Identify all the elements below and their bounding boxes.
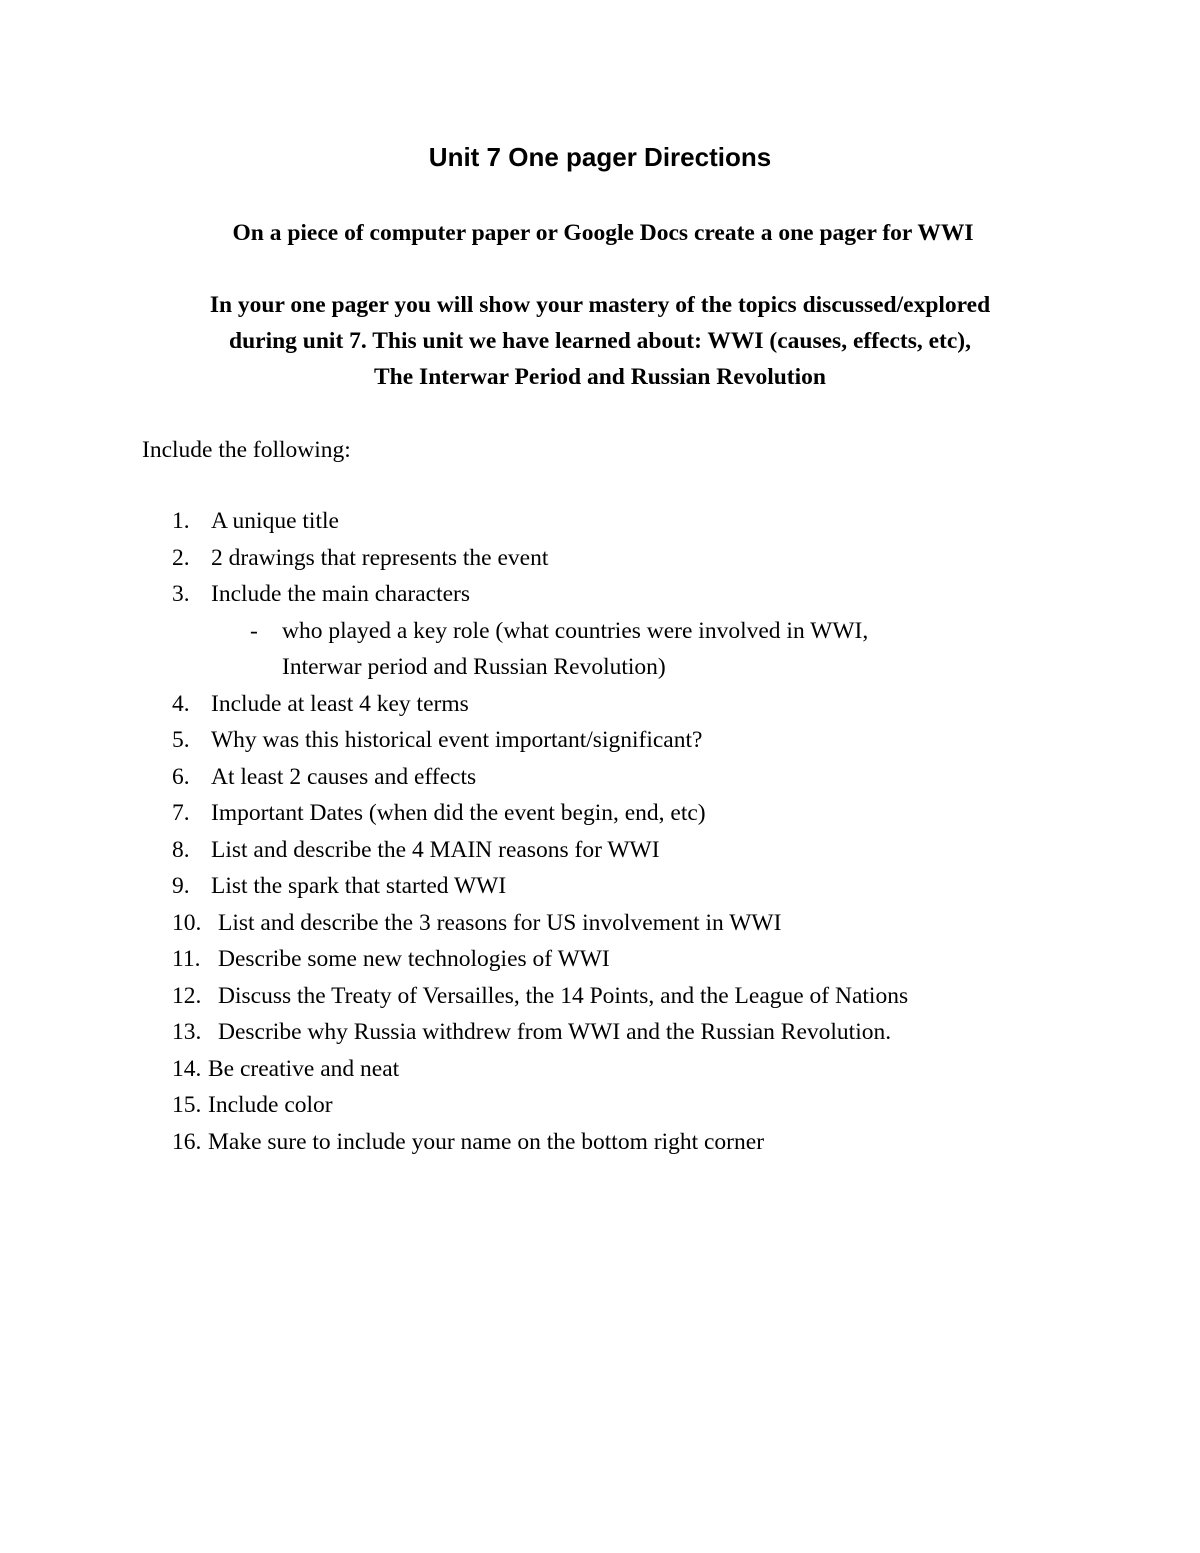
list-item-text: Include at least 4 key terms bbox=[211, 690, 469, 717]
intro-line: The Interwar Period and Russian Revolution bbox=[374, 364, 826, 390]
list-item-number: 12. bbox=[172, 982, 202, 1009]
intro-line: In your one pager you will show your mastery of the topics discussed/explored bbox=[209, 292, 991, 318]
list-item bbox=[0, 688, 1200, 725]
list-item bbox=[0, 542, 1200, 579]
sub-list-item-continued bbox=[0, 651, 1200, 688]
list-item bbox=[0, 1053, 1200, 1090]
list-item-text: Important Dates (when did the event begin, end, etc) bbox=[211, 800, 706, 826]
list-item-text: Describe some new technologies of WWI bbox=[218, 946, 610, 972]
list-item bbox=[0, 724, 1200, 761]
intro-line: during unit 7. This unit we have learned about: WWI (causes, effects, etc), bbox=[229, 328, 971, 354]
list-item-number: 14. bbox=[172, 1055, 202, 1082]
sub-list-item bbox=[0, 615, 1200, 652]
list-item bbox=[0, 870, 1200, 907]
sub-item-text: who played a key role (what countries were involved in WWI, bbox=[282, 617, 869, 644]
list-item bbox=[0, 505, 1200, 542]
list-item-number: 13. bbox=[172, 1019, 202, 1045]
list-item bbox=[0, 1126, 1200, 1163]
intro-paragraph bbox=[0, 287, 1200, 395]
list-item-number: 7. bbox=[172, 800, 190, 826]
sub-item-dash: - bbox=[250, 617, 258, 644]
list-item bbox=[0, 797, 1200, 834]
list-item-number: 8. bbox=[172, 836, 190, 863]
list-item-text: Why was this historical event important/significant? bbox=[211, 727, 703, 753]
sub-item-text: Interwar period and Russian Revolution) bbox=[282, 654, 666, 680]
list-item-text: Include the main characters bbox=[211, 581, 471, 607]
requirements-list bbox=[0, 505, 1200, 1162]
list-item-text: A unique title bbox=[211, 508, 339, 534]
list-item-number: 15. bbox=[172, 1092, 202, 1118]
list-item-number: 11. bbox=[172, 946, 201, 972]
list-item bbox=[0, 578, 1200, 615]
list-item-number: 9. bbox=[172, 873, 190, 899]
include-label: Include the following: bbox=[142, 437, 351, 463]
list-item-number: 10. bbox=[172, 909, 202, 936]
list-item-text: Make sure to include your name on the bottom right corner bbox=[208, 1128, 765, 1155]
list-item-number: 16. bbox=[172, 1128, 202, 1155]
list-item-text: Include color bbox=[208, 1092, 333, 1118]
list-item bbox=[0, 980, 1200, 1017]
list-item bbox=[0, 1016, 1200, 1053]
list-item-number: 1. bbox=[172, 508, 190, 534]
list-item bbox=[0, 907, 1200, 944]
list-item-text: Describe why Russia withdrew from WWI and the Russian Revolution. bbox=[218, 1019, 892, 1045]
list-item bbox=[0, 834, 1200, 871]
list-item bbox=[0, 1089, 1200, 1126]
list-item-text: List and describe the 3 reasons for US involvement in WWI bbox=[218, 909, 782, 936]
list-item-text: 2 drawings that represents the event bbox=[211, 544, 549, 571]
list-item-number: 2. bbox=[172, 544, 190, 571]
list-item-text: List the spark that started WWI bbox=[211, 873, 507, 899]
list-item-number: 5. bbox=[172, 727, 190, 753]
list-item-text: At least 2 causes and effects bbox=[211, 763, 477, 790]
document-subtitle: On a piece of computer paper or Google Docs create a one pager for WWI bbox=[232, 220, 974, 246]
list-item-text: Be creative and neat bbox=[208, 1055, 400, 1082]
list-item bbox=[0, 943, 1200, 980]
list-item-text: List and describe the 4 MAIN reasons for WWI bbox=[211, 836, 660, 863]
list-item-number: 6. bbox=[172, 763, 190, 790]
list-item bbox=[0, 761, 1200, 798]
list-item-number: 4. bbox=[172, 690, 190, 717]
document-title: Unit 7 One pager Directions bbox=[428, 142, 772, 172]
list-item-number: 3. bbox=[172, 581, 190, 607]
list-item-text: Discuss the Treaty of Versailles, the 14 Points, and the League of Nations bbox=[218, 982, 909, 1009]
